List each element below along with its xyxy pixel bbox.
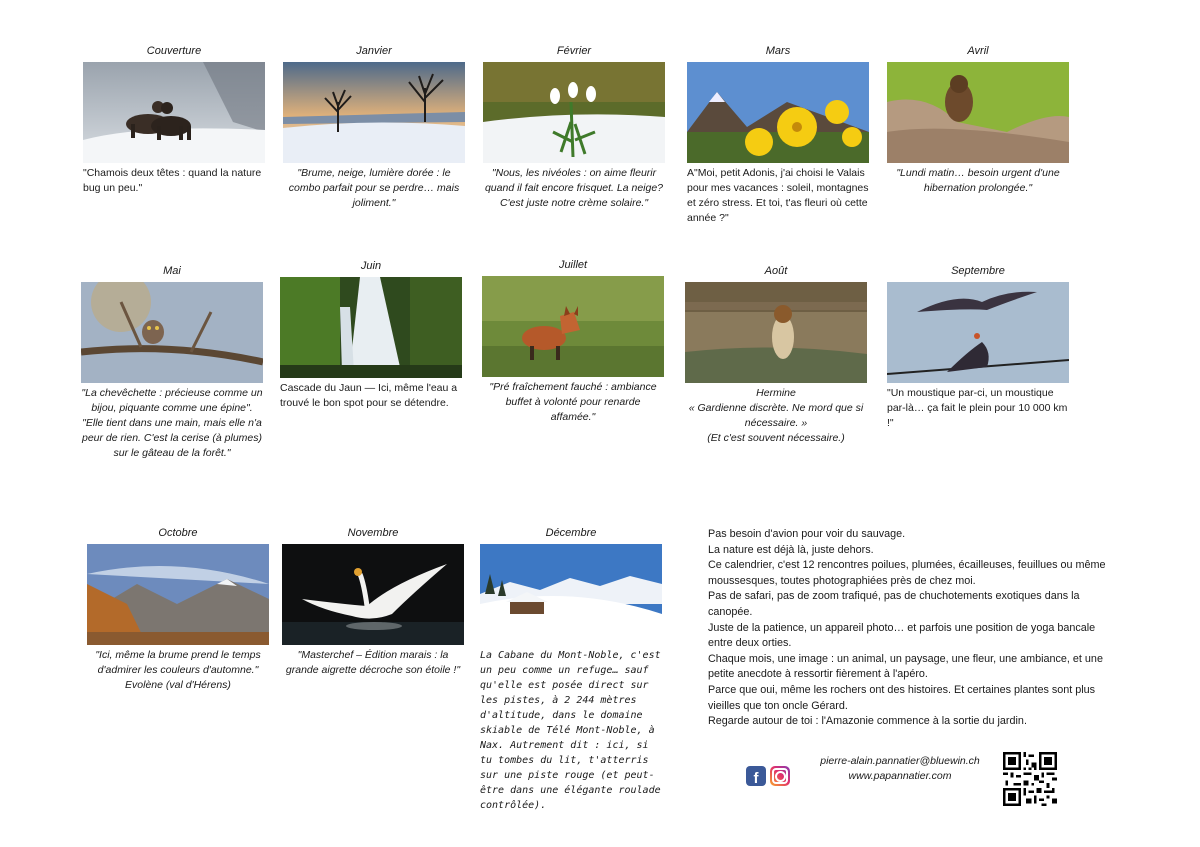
photo-avril-marmot — [887, 62, 1069, 163]
instagram-icon[interactable] — [770, 766, 790, 786]
intro-paragraph: Parce que oui, même les rochers ont des histoires. Et certaines plantes sont plus vieilles que ton oncle Gérard. — [708, 683, 1096, 712]
contact-info — [800, 754, 1000, 784]
month-caption: "La chevêchette : précieuse comme un bijou, piquante comme une épine". "Elle tient dans une main, mais elle n'a peur de rien. C'est la cerise (à plumes) sur le gâteau de la forêt." — [81, 387, 263, 459]
month-mai — [81, 265, 263, 461]
month-fevrier — [483, 45, 665, 211]
photo-aout-stoat — [685, 282, 867, 383]
month-caption: "Lundi matin… besoin urgent d'une hibernation prolongée." — [896, 167, 1060, 194]
intro-paragraph: Chaque mois, une image : un animal, un paysage, une fleur, une ambiance, et une petite anecdote à ressortir fièrement à l'apéro. — [708, 652, 1103, 681]
month-label: Mai — [163, 265, 181, 277]
month-caption — [87, 648, 269, 693]
month-octobre — [87, 527, 269, 693]
month-mars — [687, 45, 869, 226]
qr-code-icon — [1003, 752, 1057, 806]
caption-line: « Gardienne discrète. Ne mord que si nécessaire. » — [688, 402, 864, 429]
month-caption: "Chamois deux têtes : quand la nature bug un peu." — [83, 167, 262, 194]
photo-mars-adonis — [687, 62, 869, 163]
month-caption: "Masterchef – Édition marais : la grande aigrette décroche son étoile !" — [285, 649, 461, 676]
month-label: Août — [764, 265, 788, 277]
month-label: Octobre — [158, 527, 198, 539]
photo-juillet-fox — [482, 276, 664, 377]
photo-fevrier-snowflakes — [483, 62, 665, 163]
month-caption: Cascade du Jaun — Ici, même l'eau a trouvé le bon spot pour se détendre. — [280, 382, 458, 409]
month-label: Juin — [360, 260, 382, 272]
month-septembre — [887, 265, 1069, 431]
month-caption: La Cabane du Mont-Noble, c'est un peu comme un refuge… sauf qu'elle est posée direct sur les pistes, à 2 244 mètres d'altitude, dans le domaine skiable de Télé Mont-Noble, à Nax. Autrement dit : ici, si tu tombes du lit, t'atterris sur une piste rouge (et peut-être dans une élégante roulade contrôlée). — [480, 650, 661, 811]
month-label: Décembre — [545, 527, 597, 539]
month-caption: "Pré fraîchement fauché : ambiance buffet à volonté pour renarde affamée." — [489, 381, 657, 423]
month-label: Juillet — [558, 259, 588, 271]
photo-chamois — [83, 62, 265, 163]
website-link[interactable]: www.papannatier.com — [848, 770, 952, 782]
intro-paragraph: Juste de la patience, un appareil photo… et parfois une position de yoga bancale entre deux orties. — [708, 621, 1096, 650]
social-icons — [746, 766, 790, 786]
photo-juin-waterfall — [280, 277, 462, 378]
month-juillet — [482, 259, 664, 425]
caption-title: Hermine — [756, 387, 796, 399]
month-cover — [83, 45, 265, 196]
email-link[interactable]: pierre-alain.pannatier@bluewin.ch — [820, 755, 980, 767]
intro-text — [708, 527, 1118, 730]
intro-paragraph: La nature est déjà là, juste dehors. — [708, 543, 874, 556]
photo-novembre-egret — [282, 544, 464, 645]
caption-line: "Ici, même la brume prend le temps d'admirer les couleurs d'automne." — [95, 649, 261, 676]
month-label: Couverture — [146, 45, 202, 57]
month-label: Mars — [765, 45, 791, 57]
month-label: Septembre — [951, 265, 1005, 277]
intro-paragraph: Regarde autour de toi : l'Amazonie commence à la sortie du jardin. — [708, 715, 1027, 728]
month-janvier — [283, 45, 465, 211]
photo-janvier-trees — [283, 62, 465, 163]
photo-octobre-valley — [87, 544, 269, 645]
caption-place: Evolène (val d'Hérens) — [125, 679, 231, 691]
month-caption: "Brume, neige, lumière dorée : le combo parfait pour se perdre… mais joliment." — [288, 167, 460, 209]
caption-line: (Et c'est souvent nécessaire.) — [707, 432, 845, 444]
month-caption — [685, 386, 867, 446]
intro-paragraph: Pas besoin d'avion pour voir du sauvage. — [708, 528, 906, 540]
month-label: Novembre — [347, 527, 399, 539]
month-label: Janvier — [356, 45, 392, 57]
photo-mai-owl — [81, 282, 263, 383]
intro-paragraph: Pas de safari, pas de zoom trafiqué, pas de chuchotements exotiques dans la canopée. — [708, 590, 1080, 618]
month-avril — [887, 45, 1069, 196]
intro-paragraph: Ce calendrier, c'est 12 rencontres poilues, plumées, écailleuses, feuillues ou même moussesques, toutes photographiées près de chez moi. — [708, 559, 1106, 587]
photo-septembre-swallows — [887, 282, 1069, 383]
month-label: Février — [556, 45, 592, 57]
month-caption: "Un moustique par-ci, un moustique par-là… ça fait le plein pour 10 000 km !" — [887, 387, 1068, 429]
month-novembre — [282, 527, 464, 678]
month-aout — [685, 265, 867, 446]
month-decembre — [480, 527, 662, 813]
month-label: Avril — [967, 45, 989, 57]
month-caption: A"Moi, petit Adonis, j'ai choisi le Valais pour mes vacances : soleil, montagnes et zéro stress. Et toi, t'as fleuri où cette année ?" — [687, 167, 869, 224]
month-juin — [280, 260, 462, 411]
month-caption: "Nous, les nivéoles : on aime fleurir quand il fait encore frisquet. La neige? C'est juste notre crème solaire." — [484, 167, 664, 209]
photo-decembre-cabin — [480, 544, 662, 645]
facebook-icon[interactable]: f — [746, 766, 766, 786]
